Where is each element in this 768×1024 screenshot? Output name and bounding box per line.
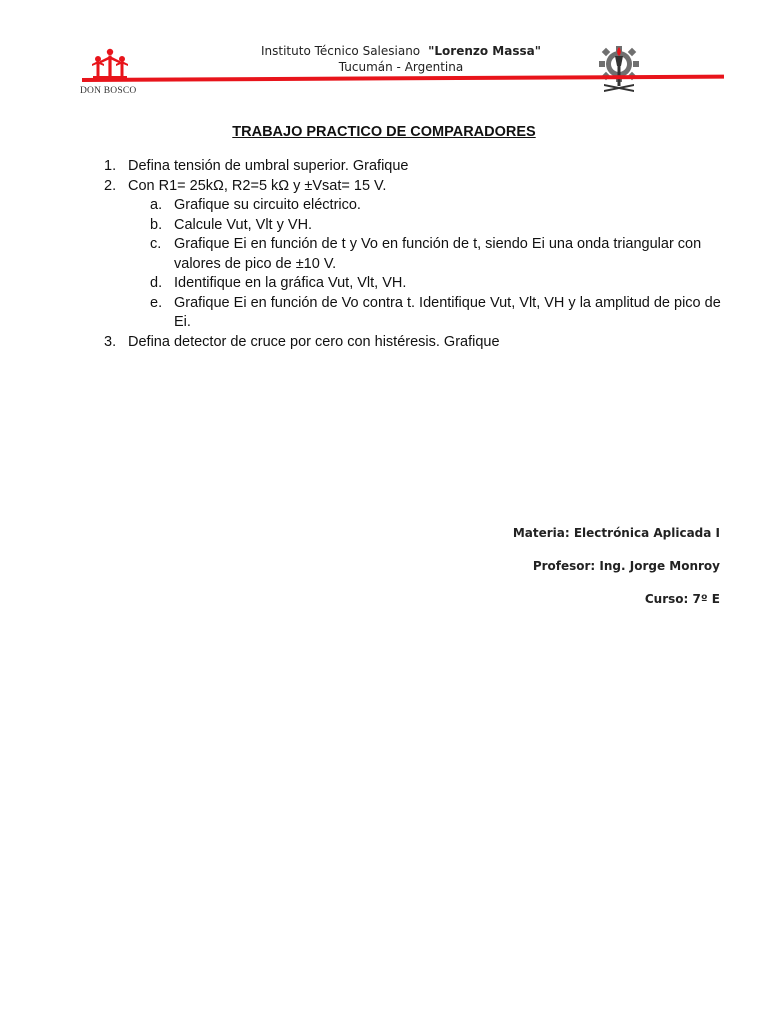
sub-list-item xyxy=(104,216,724,236)
document-title-text: TRABAJO PRACTICO DE COMPARADORES xyxy=(232,124,536,140)
institute-label: Instituto Técnico Salesiano xyxy=(261,44,421,58)
sub-item-letter: b. xyxy=(150,216,163,233)
item-number: 1. xyxy=(104,158,117,174)
item-text: Defina detector de cruce por cero con histéresis. Grafique xyxy=(128,333,500,350)
sub-item-letter: a. xyxy=(150,197,163,213)
sub-item-letter: e. xyxy=(150,294,163,311)
list-item xyxy=(104,333,724,353)
sub-list-item xyxy=(104,274,724,294)
don-bosco-text: DON BOSCO xyxy=(80,86,137,96)
item-text: Defina tensión de umbral superior. Grafique xyxy=(128,158,409,174)
sub-item-letter: c. xyxy=(150,236,162,252)
sub-item-text: Calcule Vut, Vlt y VH. xyxy=(174,216,313,233)
school-emblem xyxy=(594,44,644,96)
item-number: 2. xyxy=(104,177,117,194)
list-item xyxy=(104,177,724,197)
institute-header xyxy=(256,43,546,75)
materia-label: Materia: Electrónica Aplicada I xyxy=(512,526,720,540)
document-title xyxy=(0,124,768,140)
sub-list-item xyxy=(104,235,724,274)
list-item xyxy=(104,157,724,177)
institute-name: "Lorenzo Massa" xyxy=(428,44,541,58)
exercise-list xyxy=(104,157,724,352)
sub-item-letter: d. xyxy=(150,275,163,291)
location: Tucumán - Argentina xyxy=(338,60,464,74)
item-text: Con R1= 25kΩ, R2=5 kΩ y ±Vsat= 15 V. xyxy=(128,177,387,194)
profesor-label: Profesor: Ing. Jorge Monroy xyxy=(532,559,720,573)
curso-label: Curso: 7º E xyxy=(644,592,720,606)
sub-list-item xyxy=(104,196,724,216)
item-number: 3. xyxy=(104,333,117,350)
don-bosco-logo xyxy=(80,48,142,98)
sub-item-text: Grafique su circuito eléctrico. xyxy=(174,197,361,213)
sub-item-text: Grafique Ei en función de t y Vo en función de t, siendo Ei una onda triangular con valores de pico de ±10 V. xyxy=(174,236,702,272)
sub-item-text: Identifique en la gráfica Vut, Vlt, VH. xyxy=(174,275,407,291)
gear-torch-icon xyxy=(594,44,644,96)
sub-item-text: Grafique Ei en función de Vo contra t. Identifique Vut, Vlt, VH y la amplitud de pico de Ei. xyxy=(174,294,721,330)
sub-list-item xyxy=(104,294,724,333)
